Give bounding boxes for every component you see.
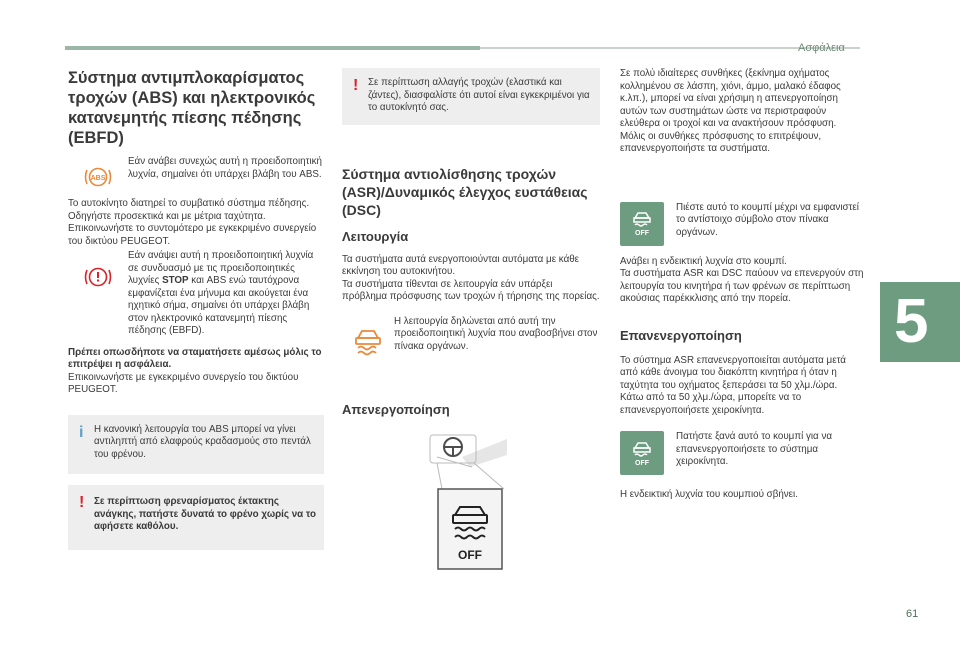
info-icon: i	[79, 423, 84, 441]
svg-text:ABS: ABS	[90, 175, 106, 182]
page-number: 61	[906, 608, 919, 620]
off-label: OFF	[635, 230, 649, 237]
column-deactivation	[620, 68, 865, 502]
deactivation-heading: Απενεργοποίηση	[342, 401, 450, 417]
deactivation-paragraph-1: Σε πολύ ιδιαίτερες συνθήκες (ξεκίνημα οχήματος κολλημένου σε λάσπη, χιόνι, άμμο, μαλακό έδαφος κ.λπ.), μπορεί να είναι χρήσιμη η απενεργοποίηση αυτών των συστημάτων ώστε να περιστραφούν ελεύθερα οι τροχοί και να ανακτήσουν πρόσφυση.	[620, 68, 841, 129]
esp-off-button[interactable]	[620, 431, 664, 475]
deactivation-paragraph-4: Τα συστήματα ASR και DSC παύουν να επενεργούν στη λειτουργία του κινητήρα ή των φρένων σε περίπτωση ακούσιας παρέκκλισης από την πορεία.	[620, 268, 864, 304]
abs-lamp-row	[68, 156, 324, 188]
chapter-number: 5	[894, 287, 929, 356]
asr-paragraph-2: Τα συστήματα τίθενται σε λειτουργία εάν υπάρξει πρόβλημα πρόσφυσης των τροχών ή τήρησης της πορείας.	[342, 278, 600, 302]
deactivate-step	[620, 202, 865, 246]
reactivation-paragraph-2: Κάτω από τα 50 χλμ./ώρα, μπορείτε να το επανενεργοποιήσετε χειροκίνητα.	[620, 392, 802, 416]
reactivate-step	[620, 431, 865, 475]
column-abs	[68, 68, 324, 550]
abs-paragraph-2: Επικοινωνήστε το συντομότερο με εγκεκριμένο συνεργείο του δικτύου PEUGEOT.	[68, 223, 317, 247]
abs-paragraph-1: Το αυτοκίνητο διατηρεί το συμβατικό σύστημα πέδησης. Οδηγήστε προσεκτικά και με μέτρια ταχύτητα.	[68, 198, 310, 222]
skid-car-icon	[352, 326, 384, 356]
deactivation-paragraph-2: Μόλις οι συνθήκες πρόσφυσης το επιτρέψουν, επανενεργοποιήστε τα συστήματα.	[620, 130, 822, 154]
abs-warning-icon	[83, 166, 113, 188]
asr-lamp-text: Η λειτουργία δηλώνεται από αυτή την προειδοποιητική λυχνία που αναβοσβήνει στον πίνακα οργάνων.	[394, 315, 598, 352]
asr-title: Σύστημα αντιολίσθησης τροχών (ASR)/Δυναμικός έλεγχος ευστάθειας (DSC)	[342, 165, 588, 218]
operation-heading: Λειτουργία	[342, 228, 409, 244]
esp-off-button[interactable]	[620, 202, 664, 246]
column-asr	[342, 68, 600, 582]
abs-info-note: i Η κανονική λειτουργία του ABS μπορεί να γίνει αντιληπτή από ελαφρούς κραδασμούς στο πεντάλ του φρένου.	[68, 415, 324, 475]
abs-brake-warning-note: ! Σε περίπτωση φρεναρίσματος έκτακτης ανάγκης, πατήστε δυνατά το φρένο χωρίς να το αφήσετε καθόλου.	[68, 485, 324, 550]
reactivation-heading: Επανενεργοποίηση	[620, 327, 742, 343]
ebfd-lamp-row	[68, 250, 324, 338]
skid-car-icon	[631, 440, 653, 460]
section-label: Ασφάλεια	[798, 42, 845, 54]
skid-car-icon	[631, 210, 653, 230]
reactivate-step-text: Πατήστε ξανά αυτό το κουμπί για να επανενεργοποιήσετε το σύστημα χειροκίνητα.	[676, 431, 833, 467]
warning-exclamation-icon: !	[79, 494, 85, 511]
deactivation-paragraph-3: Ανάβει η ενδεικτική λυχνία στο κουμπί.	[620, 255, 787, 267]
off-label: OFF	[458, 547, 482, 562]
reactivation-paragraph-3: Η ενδεικτική λυχνία του κουμπιού σβήνει.	[620, 489, 798, 500]
off-label: OFF	[635, 459, 649, 467]
abs-paragraph-3: Επικοινωνήστε με εγκεκριμένο συνεργείο του δικτύου PEUGEOT.	[68, 371, 299, 395]
asr-paragraph-1: Τα συστήματα αυτά ενεργοποιούνται αυτόματα με κάθε εκκίνηση του αυτοκινήτου.	[342, 253, 580, 277]
dashboard-off-illustration	[342, 427, 512, 577]
abs-title: Σύστημα αντιμπλοκαρίσματος τροχών (ABS) και ηλεκτρονικός κατανεμητής πίεσης πέδησης (EBFD)	[68, 69, 316, 147]
abs-lamp-text: Εάν ανάβει συνεχώς αυτή η προειδοποιητική λυχνία, σημαίνει ότι υπάρχει βλάβη του ABS.	[128, 156, 322, 180]
abs-stop-warning: Πρέπει οπωσδήποτε να σταματήσετε αμέσως μόλις το επιτρέψει η ασφάλεια.	[68, 346, 322, 370]
deactivate-step-text: Πιέστε αυτό το κουμπί μέχρι να εμφανιστεί το αντίστοιχο σύμβολο στον πίνακα οργάνων.	[676, 201, 859, 238]
asr-lamp-row	[342, 316, 600, 356]
warning-exclamation-icon: !	[353, 77, 359, 94]
reactivation-paragraph-1: Το σύστημα ASR επανενεργοποιείται αυτόματα μετά από κάθε άνοιγμα του διακόπτη κινητήρα ή όταν η ταχύτητα του οχήματος ξεπεράσει τα 50 χλμ./ώρα.	[620, 354, 846, 391]
chapter-tab	[880, 282, 960, 362]
ebfd-lamp-text: Εάν ανάψει αυτή η προειδοποιητική λυχνία σε συνδυασμό με τις προειδοποιητικές λυχνίες STOP και ABS ενώ ταυτόχρονα εμφανίζεται ένα μήνυμα και ακούγεται ένα ηχητικό σήμα, σημαίνει ότι υπάρχει βλάβη στον ηλεκτρονικό κατανεμητή πίεσης πέδησης (EBFD).	[128, 250, 314, 336]
wheel-change-warning-note: ! Σε περίπτωση αλλαγής τροχών (ελαστικά και ζάντες), διασφαλίστε ότι αυτοί είναι εγκεκριμένοι για το αυτοκίνητό σας.	[342, 68, 600, 125]
ebfd-warning-icon	[83, 266, 113, 288]
header-bar	[65, 46, 480, 50]
